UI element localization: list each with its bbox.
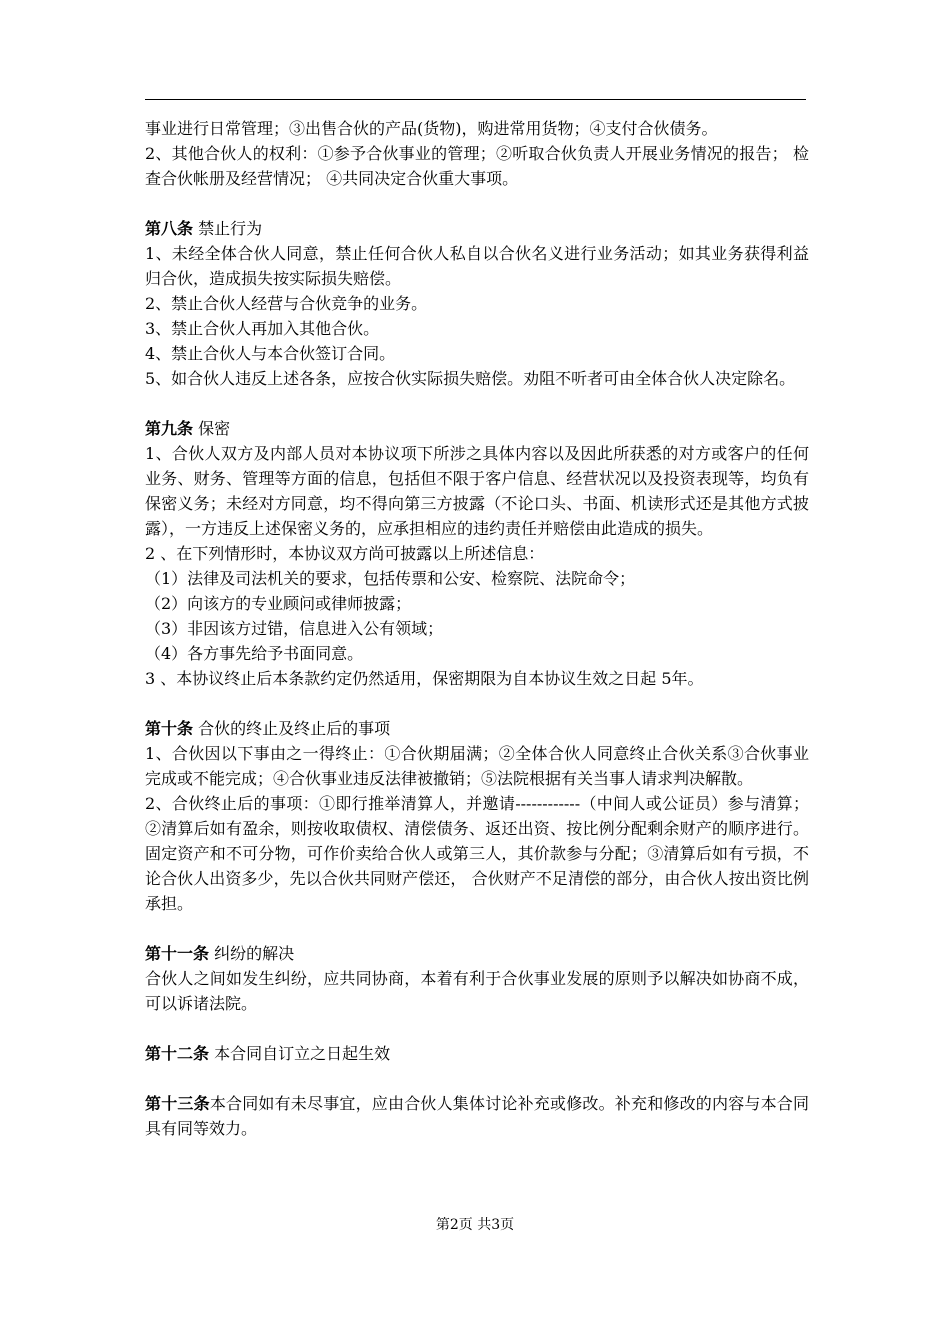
article-9-item-6: （4）各方事先给予书面同意。 <box>145 644 364 663</box>
article-10-item-2: 2、合伙终止后的事项：①即行推举清算人，并邀请------------（中间人或公证员）参与清算；②清算后如有盈余，则按收取债权、清偿债务、返还出资、按比例分配剩余财产的顺序进行。固定资产和不可分物，可作价卖给合伙人或第三人，其价款参与分配；③清算后如有亏损，不论合伙人出资多少，先以合伙共同财产偿还， 合伙财产不足清偿的部分，由合伙人按出资比例承担。 <box>145 794 809 913</box>
page-number-footer: 第2页 共3页 <box>435 1217 515 1233</box>
article-9-item-2: 2 、在下列情形时，本协议双方尚可披露以上所述信息： <box>145 544 545 563</box>
article-8-item-4: 4、禁止合伙人与本合伙签订合同。 <box>145 344 396 363</box>
article-13-heading-line <box>145 1091 809 1141</box>
paragraph-continuation-2: 2、其他合伙人的权利：①参予合伙事业的管理；②听取合伙负责人开展业务情况的报告； 检查合伙帐册及经营情况； ④共同决定合伙重大事项。 <box>145 144 809 188</box>
paragraph-continuation-1: 事业进行日常管理；③出售合伙的产品(货物)，购进常用货物；④支付合伙债务。 <box>145 119 718 138</box>
article-10-heading: 第十条 <box>145 719 194 738</box>
article-8-item-1: 1、未经全体合伙人同意，禁止任何合伙人私自以合伙名义进行业务活动；如其业务获得利益归合伙，造成损失按实际损失赔偿。 <box>145 244 809 288</box>
article-8-heading: 第八条 <box>145 219 194 238</box>
document-body <box>145 116 809 1141</box>
article-12-title: 本合同自订立之日起生效 <box>209 1044 391 1063</box>
article-9-heading-line <box>145 416 809 441</box>
article-8-item-5: 5、如合伙人违反上述各条，应按合伙实际损失赔偿。劝阻不听者可由全体合伙人决定除名。 <box>145 369 796 388</box>
article-8-heading-line <box>145 216 809 241</box>
article-10-item-1: 1、合伙因以下事由之一得终止：①合伙期届满；②全体合伙人同意终止合伙关系③合伙事业完成或不能完成；④合伙事业违反法律被撤销；⑤法院根据有关当事人请求判决解散。 <box>145 744 809 788</box>
article-8-title: 禁止行为 <box>193 219 263 238</box>
article-9-heading: 第九条 <box>145 419 194 438</box>
article-10-heading-line <box>145 716 809 741</box>
article-9-title: 保密 <box>193 419 231 438</box>
article-11-item-1: 合伙人之间如发生纠纷，应共同协商，本着有利于合伙事业发展的原则予以解决如协商不成，可以诉诸法院。 <box>145 969 809 1013</box>
article-8-item-2: 2、禁止合伙人经营与合伙竞争的业务。 <box>145 294 428 313</box>
article-9-item-7: 3 、本协议终止后本条款约定仍然适用，保密期限为自本协议生效之日起 5年。 <box>145 669 704 688</box>
article-9-item-1: 1、合伙人双方及内部人员对本协议项下所涉之具体内容以及因此所获悉的对方或客户的任何业务、财务、管理等方面的信息，包括但不限于客户信息、经营状况以及投资表现等，均负有保密义务；未经对方同意，均不得向第三方披露（不论口头、书面、机读形式还是其他方式披露），一方违反上述保密义务的，应承担相应的违约责任并赔偿由此造成的损失。 <box>145 444 809 538</box>
article-10-title: 合伙的终止及终止后的事项 <box>193 719 391 738</box>
article-12-heading-line <box>145 1041 809 1066</box>
article-9-item-3: （1）法律及司法机关的要求，包括传票和公安、检察院、法院命令； <box>145 569 636 588</box>
article-11-heading: 第十一条 <box>145 944 210 963</box>
article-9-item-5: （3）非因该方过错，信息进入公有领域； <box>145 619 444 638</box>
article-12-heading: 第十二条 <box>145 1044 210 1063</box>
article-9-item-4: （2）向该方的专业顾问或律师披露； <box>145 594 412 613</box>
article-13-title: 本合同如有未尽事宜，应由合伙人集体讨论补充或修改。补充和修改的内容与本合同具有同等效力。 <box>145 1094 809 1138</box>
article-13-heading: 第十三条 <box>145 1094 210 1113</box>
header-rule <box>145 99 806 100</box>
article-8-item-3: 3、禁止合伙人再加入其他合伙。 <box>145 319 380 338</box>
article-11-title: 纠纷的解决 <box>209 944 295 963</box>
article-11-heading-line <box>145 941 809 966</box>
